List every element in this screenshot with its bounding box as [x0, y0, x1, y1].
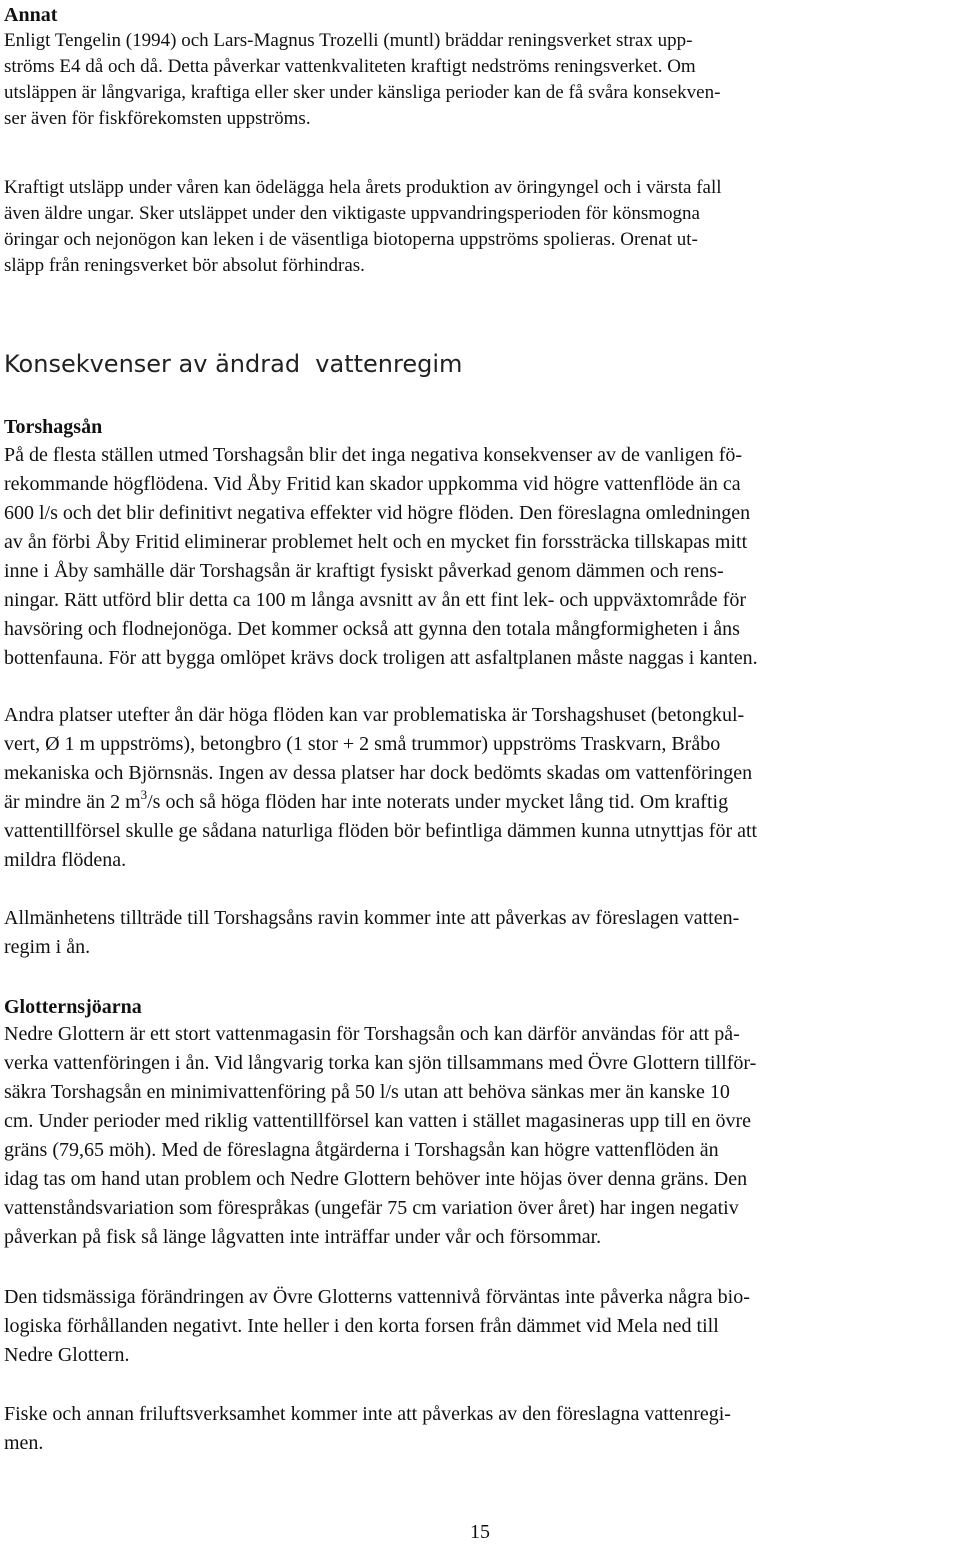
superscript: 3	[140, 787, 148, 802]
text-line: ströms E4 då och då. Detta påverkar vattenkvaliteten kraftigt nedströms reningsverket. Om	[4, 56, 696, 77]
text-line: utsläppen är långvariga, kraftiga eller sker under känsliga perioder kan de få svåra konsekven-	[4, 82, 721, 103]
text-line: av ån förbi Åby Fritid eliminerar problemet helt och en mycket fin forssträcka tillskapas mitt	[4, 531, 748, 553]
text-line: Andra platser utefter ån där höga flöden kan var problematiska är Torshagshuset (betongkul-	[4, 704, 745, 726]
glotternsjoarna-paragraph-3	[4, 1400, 956, 1458]
text-line: släpp från reningsverket bör absolut förhindras.	[4, 255, 365, 276]
section-heading: Konsekvenser av ändrad vattenregim	[4, 350, 463, 378]
annat-paragraph-2	[4, 175, 956, 279]
glotternsjoarna-paragraph-1	[4, 1020, 956, 1252]
text-line: rekommande högflödena. Vid Åby Fritid kan skador uppkomma vid högre vattenflöde än ca	[4, 473, 741, 495]
annat-paragraph-1	[4, 28, 956, 132]
text-line: även äldre ungar. Sker utsläppet under den viktigaste uppvandringsperioden för könsmogna	[4, 203, 700, 224]
text-line: ser även för fiskförekomsten uppströms.	[4, 108, 311, 129]
glotternsjoarna-paragraph-2	[4, 1283, 956, 1370]
text-line: säkra Torshagsån en minimivattenföring på 50 l/s utan att behöva sänkas mer än kanske 10	[4, 1081, 730, 1103]
text-line: påverkan på fisk så länge lågvatten inte inträffar under vår och försommar.	[4, 1226, 602, 1248]
text-line: mekaniska och Björnsnäs. Ingen av dessa platser har dock bedömts skadas om vattenföringen	[4, 762, 753, 784]
text-line: bottenfauna. För att bygga omlöpet krävs dock troligen att asfaltplanen måste naggas i kanten.	[4, 647, 758, 669]
text-line: cm. Under perioder med riklig vattentillförsel kan vatten i stället magasineras upp till en övre	[4, 1110, 751, 1132]
text-line: vattenståndsvariation som förespråkas (ungefär 75 cm variation över året) har ingen negativ	[4, 1197, 739, 1219]
text-line	[4, 788, 956, 817]
text-line: verka vattenföringen i ån. Vid långvarig torka kan sjön tillsammans med Övre Glottern tillför-	[4, 1052, 757, 1074]
text-line: inne i Åby samhälle där Torshagsån är kraftigt fysiskt påverkad genom dämmen och rens-	[4, 560, 724, 582]
torshagsan-paragraph-1	[4, 441, 956, 673]
text-fragment: är mindre än 2 m	[4, 791, 141, 813]
text-line: idag tas om hand utan problem och Nedre Glottern behöver inte höjas över denna gräns. Den	[4, 1168, 748, 1190]
text-line: logiska förhållanden negativt. Inte heller i den korta forsen från dämmet vid Mela ned till	[4, 1315, 719, 1337]
torshagsan-paragraph-3	[4, 904, 956, 962]
text-line: regim i ån.	[4, 936, 91, 958]
text-line: öringar och nejonögon kan leken i de väsentliga biotoperna uppströms spolieras. Orenat ut-	[4, 229, 698, 250]
text-line: mildra flödena.	[4, 849, 127, 871]
torshagsan-paragraph-2	[4, 701, 956, 875]
text-line: vattentillförsel skulle ge sådana naturliga flöden bör befintliga dämmen kunna utnyttjas för att	[4, 820, 758, 842]
text-line: Nedre Glottern är ett stort vattenmagasin för Torshagsån och kan därför användas för att på-	[4, 1023, 740, 1045]
text-line: Fiske och annan friluftsverksamhet kommer inte att påverkas av den föreslagna vattenregi-	[4, 1403, 731, 1425]
text-line: På de flesta ställen utmed Torshagsån blir det inga negativa konsekvenser av de vanligen fö-	[4, 444, 743, 466]
annat-heading: Annat	[4, 4, 58, 26]
text-line: havsöring och flodnejonöga. Det kommer också att gynna den totala mångformigheten i åns	[4, 618, 740, 640]
text-fragment: /s och så höga flöden har inte noterats under mycket lång tid. Om kraftig	[147, 791, 729, 813]
text-line: Den tidsmässiga förändringen av Övre Glotterns vattennivå förväntas inte påverka några bio-	[4, 1286, 750, 1308]
text-line: Nedre Glottern.	[4, 1344, 130, 1366]
text-line: 600 l/s och det blir definitivt negativa effekter vid högre flöden. Den föreslagna omledningen	[4, 502, 751, 524]
text-line: vert, Ø 1 m uppströms), betongbro (1 stor + 2 små trummor) uppströms Traskvarn, Bråbo	[4, 733, 721, 755]
text-line: Kraftigt utsläpp under våren kan ödelägga hela årets produktion av öringyngel och i värsta fall	[4, 177, 722, 198]
text-line: Enligt Tengelin (1994) och Lars-Magnus Trozelli (muntl) bräddar reningsverket strax upp-	[4, 30, 693, 51]
text-line: ningar. Rätt utförd blir detta ca 100 m långa avsnitt av ån ett fint lek- och uppväxtområde för	[4, 589, 747, 611]
glotternsjoarna-heading: Glotternsjöarna	[4, 996, 142, 1018]
page-number: 15	[470, 1521, 490, 1543]
text-line: Allmänhetens tillträde till Torshagsåns ravin kommer inte att påverkas av föreslagen vatten-	[4, 907, 740, 929]
torshagsan-heading: Torshagsån	[4, 416, 103, 438]
text-line: gräns (79,65 möh). Med de föreslagna åtgärderna i Torshagsån kan högre vattenflöden än	[4, 1139, 719, 1161]
text-line: men.	[4, 1432, 44, 1454]
